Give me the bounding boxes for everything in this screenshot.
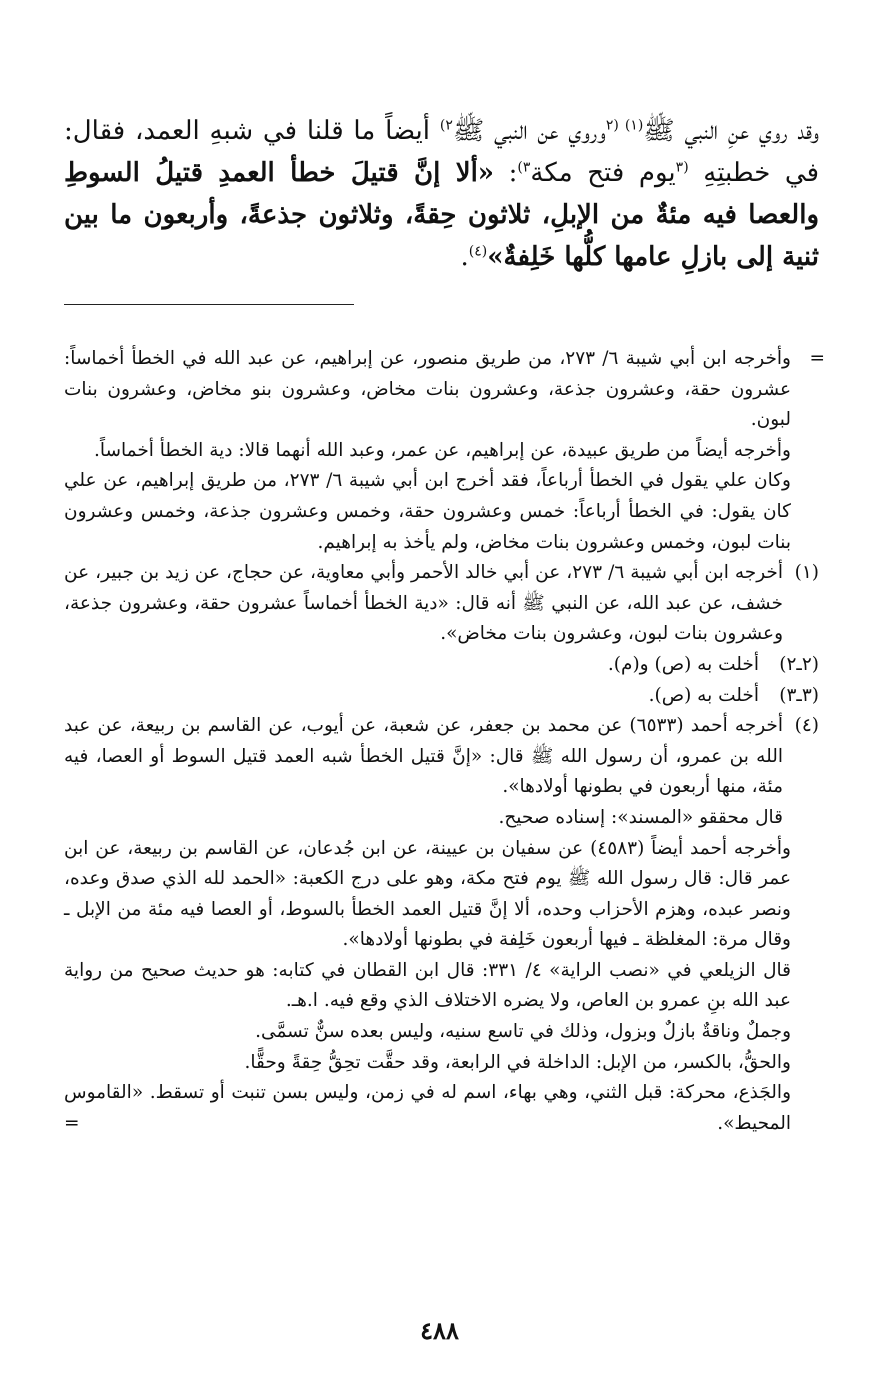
footnote-paragraph <box>64 1048 819 1079</box>
continuation-mark: = <box>64 1112 80 1134</box>
footnote-paragraph <box>64 1017 819 1048</box>
footnote-text: أخرجه ابن أبي شيبة ٦/ ٢٧٣، عن أبي خالد الأحمر وأبي معاوية، عن حجاج، عن زيد بن جبير، عن خشف، عن عبد الله، عن النبي ﷺ أنه قال: «دية الخطأ أخماساً عشرون حقة، وعشرون جذعة، وعشرون بنات لبون، وعشرون بنات مخاض». <box>64 562 783 645</box>
footnote-paragraph <box>64 834 819 956</box>
footnote-text: قال الزيلعي في «نصب الراية» ٤/ ٣٣١: قال ابن القطان في كتابه: هو حديث صحيح من رواية عبد الله بنِ عمرو بن العاص، ولا يضره الاختلاف الذي وقع فيه. ا.هـ. <box>64 959 791 1012</box>
footnote-number: (٢ـ٢) <box>779 653 819 675</box>
footnote-text: وأخرجه أحمد أيضاً (٤٥٨٣) عن سفيان بن عيينة، عن ابن جُدعان، عن القاسم بن ربيعة، عن ابن عمر قال: قال رسول الله ﷺ يوم فتح مكة، وهو على درج الكعبة: «الحمد لله الذي صدق وعده، ونصر عبده، وهزم الأحزاب وحده، ألا إنَّ قتيل العمد الخطأ بالسوط، أو العصا فيه مئة من الإبل ـ وقال مرة: المغلظة ـ فيها أربعون خَلِفة في بطونها أولادها». <box>64 837 791 951</box>
footnote-2 <box>64 650 819 681</box>
main-text-part: . <box>460 242 469 272</box>
footnote-number: (١) <box>794 562 819 584</box>
footnote-paragraph <box>64 466 819 558</box>
footnote-1 <box>64 558 819 650</box>
footnote-ref[interactable]: ٢) <box>439 117 453 134</box>
footnote-number: (٤) <box>794 715 819 737</box>
main-text-part: يوم فتح مكة <box>530 158 676 188</box>
footnote-ref[interactable]: (٤) <box>468 243 488 260</box>
footnote-text: والجَذع، محركة: قبل الثني، وهي بهاء، اسم له في زمن، وليس بسن تنبت أو تسقط. «القاموس المحيط». <box>64 1082 791 1134</box>
footnote-text: وكان علي يقول في الخطأ أرباعاً، فقد أخرج ابن أبي شيبة ٦/ ٢٧٣، من طريق إبراهيم، عن علي كان يقول: في الخطأ أرباعاً: خمس وعشرون حقة، وخمس وعشرون جذعة، وخمس وعشرون بنات لبون، وخمس وعشرون بنات مخاض، ولم يأخذ به إبراهيم. <box>64 470 791 553</box>
page-number: ٤٨٨ <box>420 1316 459 1345</box>
hadith-quote: «ألا إنَّ قتيلَ خطأ العمدِ قتيلُ السوطِ والعصا فيه مئةٌ من الإبلِ، ثلاثون حِقةً، وثلاثون جذعةً، وأربعون ما بين ثنية إلى بازلِ عامها كلُّها خَلِفةٌ» <box>64 158 819 272</box>
main-text-part: أيضاً ما قلنا في شبهِ العمد، فقال: في خطبتِهِ <box>64 116 819 188</box>
footnote-paragraph <box>64 956 819 1017</box>
main-text-part: وقد روي عنِ النبي ﷺ <box>643 116 820 146</box>
footnote-paragraph <box>64 803 819 834</box>
footnote-text: أخلت به (ص) و(م). <box>607 653 759 675</box>
footnote-text: والحقُّ، بالكسر، من الإبل: الداخلة في الرابعة، وقد حقَّت تحِقُّ حِقةً وحقًّا. <box>244 1051 791 1073</box>
footnote-text: قال محققو «المسند»: إسناده صحيح. <box>498 806 783 828</box>
footnote-ref[interactable]: (١) (٢ <box>605 117 644 134</box>
footnote-ref[interactable]: (٣ <box>675 159 689 176</box>
footnote-ref[interactable]: ٣) <box>517 159 531 176</box>
main-text-part: : <box>494 158 518 188</box>
footnote-3 <box>64 681 819 712</box>
footnote-number: (٣ـ٣) <box>779 684 819 706</box>
footnote-paragraph <box>64 436 819 467</box>
main-text-part: وروي عن النبي ﷺ <box>452 116 606 146</box>
footnote-4 <box>64 711 819 803</box>
footnote-text: وأخرجه ابن أبي شيبة ٦/ ٢٧٣، من طريق منصور، عن إبراهيم، عن عبد الله في الخطأ أخماساً: عشرون حقة، وعشرون جذعة، وعشرون بنات مخاض، وعشرون بنو مخاض، وعشرون بنات لبون. <box>64 348 791 431</box>
footnote-separator <box>64 304 354 305</box>
footnote-text: وجملٌ وناقةٌ بازلٌ وبزول، وذلك في تاسع سنيه، وليس بعده سنٌّ تسمَّى. <box>255 1021 791 1043</box>
footnote-text: أخلت به (ص). <box>648 684 759 706</box>
footnote-text: وأخرجه أيضاً من طريق عبيدة، عن إبراهيم، عن عمر، وعبد الله أنهما قالا: دية الخطأ أخماساً. <box>93 439 791 461</box>
footnote-continuation <box>64 344 825 436</box>
main-text <box>64 110 819 278</box>
main-paragraph <box>64 110 819 278</box>
footnote-paragraph <box>64 1078 819 1139</box>
footnote-text: أخرجه أحمد (٦٥٣٣) عن محمد بن جعفر، عن شعبة، عن أيوب، عن القاسم بن ربيعة، عن عبد الله بن عمرو، أن رسول الله ﷺ قال: «إنَّ قتيل الخطأ شبه العمد قتيل السوط أو العصا، فيه مئة، منها أربعون في بطونها أولادها». <box>64 715 783 798</box>
footnotes <box>64 344 825 1139</box>
continuation-marker: = <box>809 348 825 369</box>
